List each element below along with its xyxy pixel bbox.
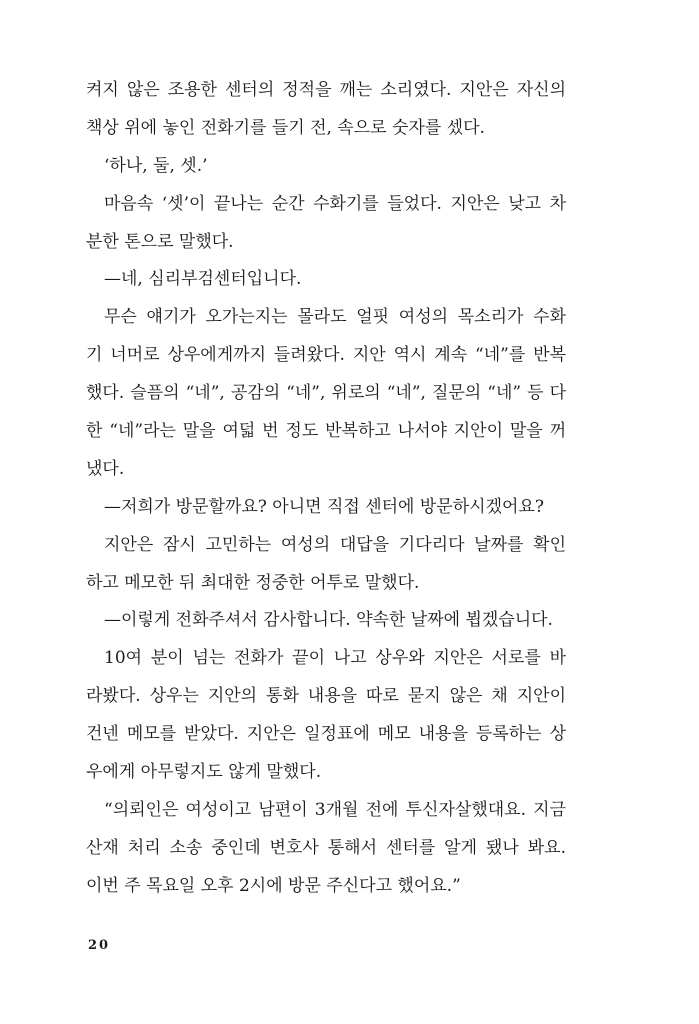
- text-line: “의뢰인은 여성이고 남편이 3개월 전에 투신자살했대요. 지금: [104, 799, 566, 820]
- text-line: 10여 분이 넘는 전화가 끝이 나고 상우와 지안은 서로를 바: [104, 648, 566, 669]
- text-line: 이번 주 목요일 오후 2시에 방문 주신다고 했어요.”: [86, 875, 461, 896]
- text-line: —네, 심리부검센터입니다.: [104, 269, 302, 290]
- text-line: 한 “네”라는 말을 여덟 번 정도 반복하고 나서야 지안이 말을 꺼: [86, 421, 566, 442]
- text-line: —이렇게 전화주셔서 감사합니다. 약속한 날짜에 뵙겠습니다.: [104, 610, 553, 631]
- text-line: 했다. 슬픔의 “네”, 공감의 “네”, 위로의 “네”, 질문의 “네” 등 다: [86, 383, 566, 404]
- text-line: 우에게 아무렇지도 않게 말했다.: [86, 762, 322, 783]
- text-line: 라봤다. 상우는 지안의 통화 내용을 따로 묻지 않은 채 지안이: [86, 686, 566, 707]
- text-line: —저희가 방문할까요? 아니면 직접 센터에 방문하시겠어요?: [104, 496, 544, 517]
- text-line: 마음속 ‘셋’이 끝나는 순간 수화기를 들었다. 지안은 낮고 차: [104, 193, 566, 214]
- text-line: 산재 처리 소송 중인데 변호사 통해서 센터를 알게 됐나 봐요.: [86, 837, 566, 858]
- text-line: 무슨 얘기가 오가는지는 몰라도 얼핏 여성의 목소리가 수화: [104, 307, 566, 328]
- text-line: 분한 톤으로 말했다.: [86, 231, 234, 252]
- text-line: ‘하나, 둘, 셋.’: [104, 155, 208, 176]
- text-line: 지안은 잠시 고민하는 여성의 대답을 기다리다 날짜를 확인: [104, 534, 566, 555]
- text-line: 하고 메모한 뒤 최대한 정중한 어투로 말했다.: [86, 572, 420, 593]
- text-line: 책상 위에 놓인 전화기를 들기 전, 속으로 숫자를 셌다.: [86, 117, 485, 138]
- text-line: 건넨 메모를 받았다. 지안은 일정표에 메모 내용을 등록하는 상: [86, 724, 566, 745]
- body-text: [86, 72, 566, 906]
- text-line: 켜지 않은 조용한 센터의 정적을 깨는 소리였다. 지안은 자신의: [86, 80, 566, 100]
- page-number: 20: [88, 938, 111, 953]
- text-line: 냈다.: [86, 458, 125, 479]
- text-line: 기 너머로 상우에게까지 들려왔다. 지안 역시 계속 “네”를 반복: [86, 345, 566, 366]
